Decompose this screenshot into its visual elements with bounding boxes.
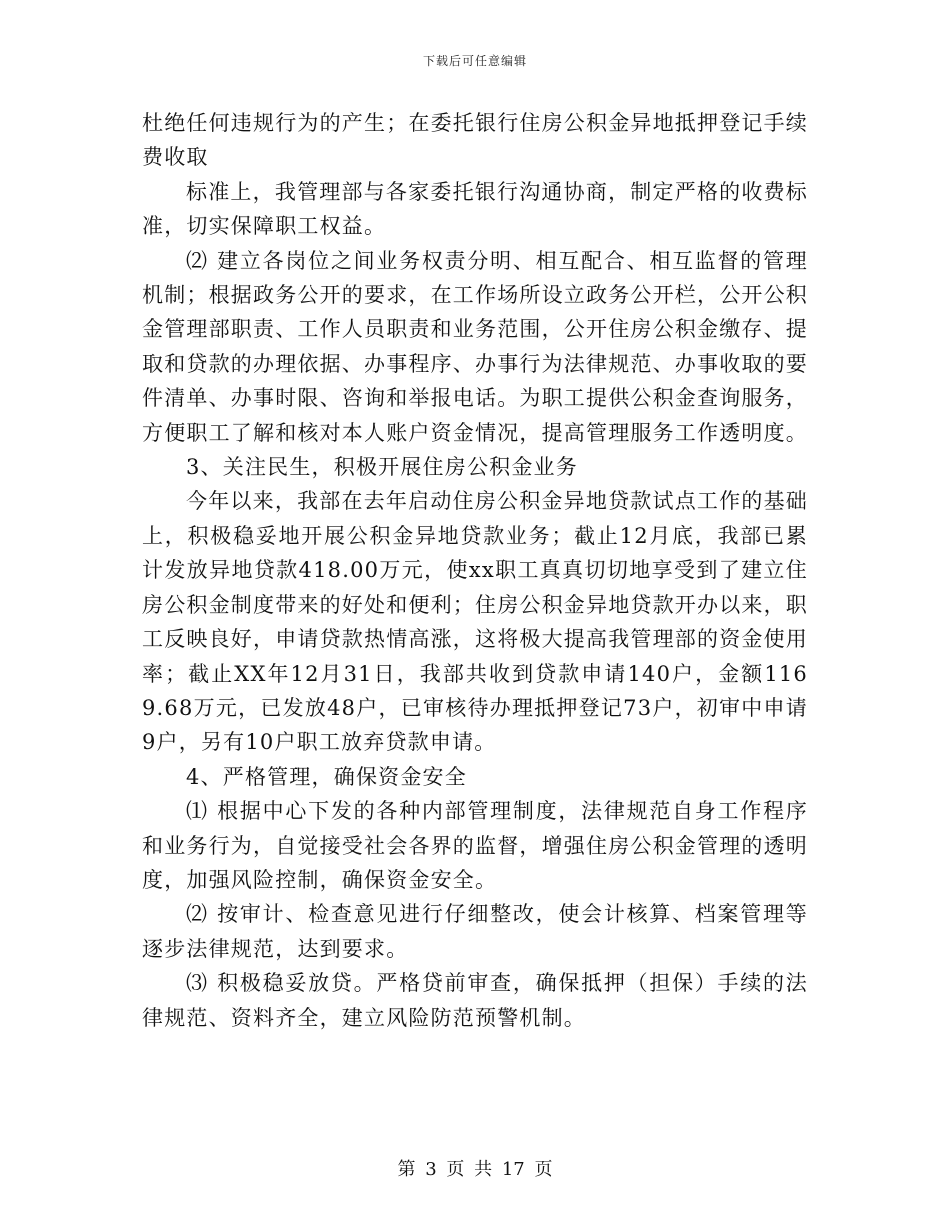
page-number: 第 3 页 共 17 页 — [397, 1159, 553, 1180]
paragraph-5: 今年以来，我部在去年启动住房公积金异地贷款试点工作的基础上，积极稳妥地开展公积金异地贷款业务；截止12月底，我部已累计发放异地贷款418.00万元，使xx职工真真切切地享受到了建立住房公积金制度带来的好处和便利；住房公积金异地贷款开办以来，职工反映良好，申请贷款热情高涨，这将极大提高我管理部的资金使用率；截止XX年12月31日，我部共收到贷款申请140户，金额1169.68万元，已发放48户，已审核待办理抵押登记73户，初审中申请9户，另有10户职工放弃贷款申请。 — [142, 489, 808, 755]
section-heading-4: 4、严格管理，确保资金安全 — [186, 764, 467, 789]
paragraph-9: ⑶ 积极稳妥放贷。严格贷前审查，确保抵押（担保）手续的法律规范、资料齐全，建立风险防范预警机制。 — [142, 971, 808, 1030]
paragraph-1: 杜绝任何违规行为的产生；在委托银行住房公积金异地抵押登记手续费收取 — [142, 111, 808, 170]
paragraph-8: ⑵ 按审计、检查意见进行仔细整改，使会计核算、档案管理等逐步法律规范，达到要求。 — [142, 902, 808, 961]
paragraph-3: ⑵ 建立各岗位之间业务权责分明、相互配合、相互监督的管理机制；根据政务公开的要求，在工作场所设立政务公开栏，公开公积金管理部职责、工作人员职责和业务范围，公开住房公积金缴存、提取和贷款的办理依据、办事程序、办事行为法律规范、办事收取的要件清单、办事时限、咨询和举报电话。为职工提供公积金查询服务，方便职工了解和核对本人账户资金情况，提高管理服务工作透明度。 — [142, 248, 808, 445]
page-header: 下载后可任意编辑 — [422, 54, 527, 68]
section-heading-3: 3、关注民生，积极开展住房公积金业务 — [186, 455, 578, 480]
paragraph-7: ⑴ 根据中心下发的各种内部管理制度，法律规范自身工作程序和业务行为，自觉接受社会各界的监督，增强住房公积金管理的透明度，加强风险控制，确保资金安全。 — [142, 799, 808, 892]
document-body — [142, 106, 808, 1035]
paragraph-2: 标准上，我管理部与各家委托银行沟通协商，制定严格的收费标准，切实保障职工权益。 — [142, 179, 808, 239]
